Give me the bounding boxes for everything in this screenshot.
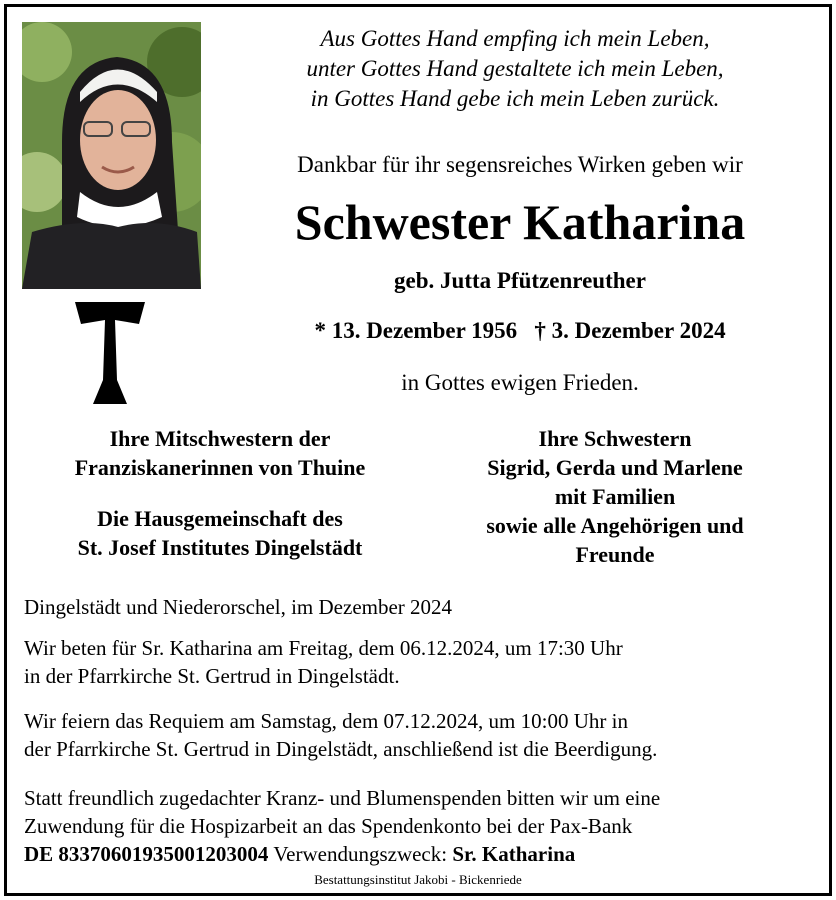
mourner-line: Freunde <box>575 542 655 567</box>
requiem-info <box>24 707 814 763</box>
deceased-name: Schwester Katharina <box>294 194 746 250</box>
donation-line-1: Statt freundlich zugedachter Kranz- und Blumenspenden bitten wir um eine <box>24 786 661 810</box>
intro-text: Dankbar für ihr segensreiches Wirken geben wir <box>297 152 743 177</box>
prayer-line-1: Wir beten für Sr. Katharina am Freitag, dem 06.12.2024, um 17:30 Uhr <box>24 636 623 660</box>
mourner-line: sowie alle Angehörigen und <box>486 513 744 538</box>
requiem-line-1: Wir feiern das Requiem am Samstag, dem 07.12.2024, um 10:00 Uhr in <box>24 709 628 733</box>
mourner-group-sisters <box>20 424 420 482</box>
mourner-line: Ihre Schwestern <box>538 426 692 451</box>
donation-info <box>24 784 814 868</box>
purpose-value: Sr. Katharina <box>452 842 576 866</box>
mourner-line: mit Familien <box>554 484 676 509</box>
motto-line-1: Aus Gottes Hand empfing ich mein Leben, <box>320 26 710 51</box>
purpose-label: Verwendungszweck: <box>273 842 448 866</box>
mourner-line: Franziskanerinnen von Thuine <box>74 455 366 480</box>
donation-line-2: Zuwendung für die Hospizarbeit an das Spendenkonto bei der Pax-Bank <box>24 814 633 838</box>
mourner-line: Ihre Mitschwestern der <box>109 426 331 451</box>
life-dates: * 13. Dezember 1956 † 3. Dezember 2024 <box>314 318 726 343</box>
portrait-photo <box>22 22 201 289</box>
prayer-service <box>24 634 814 690</box>
peace-text: in Gottes ewigen Frieden. <box>401 370 639 395</box>
iban: DE 83370601935001203004 <box>24 842 269 866</box>
donation-line-3 <box>24 840 814 868</box>
motto-line-3: in Gottes Hand gebe ich mein Leben zurück. <box>310 86 720 111</box>
funeral-home-footer: Bestattungsinstitut Jakobi - Bickenriede <box>314 872 522 887</box>
prayer-line-2: in der Pfarrkirche St. Gertrud in Dingelstädt. <box>24 664 400 688</box>
mourner-line: Sigrid, Gerda und Marlene <box>487 455 743 480</box>
requiem-line-2: der Pfarrkirche St. Gertrud in Dingelstädt, anschließend ist die Beerdigung. <box>24 737 658 761</box>
mourner-group-house <box>20 504 420 562</box>
mourners-left <box>20 424 420 562</box>
birth-name: geb. Jutta Pfützenreuther <box>394 268 646 293</box>
place-date: Dingelstädt und Niederorschel, im Dezember 2024 <box>24 595 453 619</box>
mourners-right <box>440 424 790 569</box>
mourner-line: St. Josef Institutes Dingelstädt <box>77 535 363 560</box>
mourner-line: Die Hausgemeinschaft des <box>97 506 343 531</box>
bible-motto <box>230 24 800 114</box>
tau-cross-icon <box>73 300 147 404</box>
motto-line-2: unter Gottes Hand gestaltete ich mein Leben, <box>306 56 724 81</box>
